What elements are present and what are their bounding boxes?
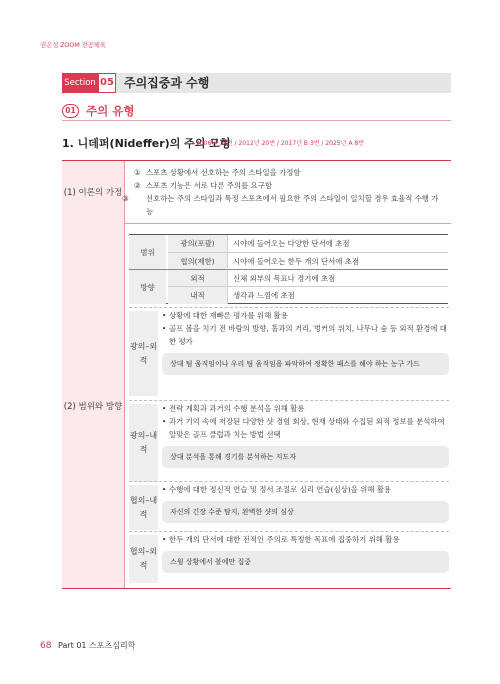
brand-header: 권은성 ZOOM 전공체육 xyxy=(40,41,106,49)
range-direction-label: (2) 범위와 방향 xyxy=(62,224,124,589)
page-number: 68 xyxy=(40,641,52,651)
subsection-header xyxy=(62,103,451,121)
bullet-item: • 전략 계획과 과거의 수행 분석을 위해 활용 xyxy=(162,402,449,415)
group-label: 광의–내적 xyxy=(129,404,158,482)
subsection-number: 01 xyxy=(62,104,79,118)
column-divider xyxy=(124,161,125,589)
group-divider xyxy=(129,307,449,308)
group-body xyxy=(162,483,449,523)
group-body xyxy=(162,309,449,375)
inner-name: 협의(제한) xyxy=(168,253,227,270)
bullet-item: • 한두 개의 단서에 대한 전적인 주의로 특정한 목표에 집중하기 위해 활용 xyxy=(162,533,449,546)
group-divider xyxy=(129,481,449,482)
group-divider xyxy=(129,400,449,401)
inner-desc: 시야에 들어오는 다양한 단서에 초점 xyxy=(233,239,350,248)
group-label: 광의–외적 xyxy=(129,311,158,396)
section-title: 주의집중과 수행 xyxy=(124,76,210,90)
direction-label: 방향 xyxy=(129,270,166,304)
assumption-item: ② 스포츠 기능은 서로 다른 주의를 요구함 xyxy=(134,181,272,190)
subsection-title: 주의 유형 xyxy=(86,104,135,118)
assumption-item: ① 스포츠 상황에서 선호하는 주의 스타일을 가정함 xyxy=(134,168,301,177)
exam-history: 2006년 15번 / 2012년 20번 / 2017년 B 3번 / 2025년 A 8번 xyxy=(196,140,365,147)
inner-desc: 신체 외부의 목표나 경기에 초점 xyxy=(233,274,336,283)
group-body xyxy=(162,533,449,573)
example-box: 상대 팀 움직임이나 우리 팀 움직임을 파악하여 정확한 패스를 해야 하는 농구 가드 xyxy=(162,353,449,375)
assumption-row xyxy=(62,161,451,224)
assumption-label: (1) 이론의 가정 xyxy=(62,161,124,224)
example-box: 자신의 긴장 수준 탐지, 완벽한 샷의 심상 xyxy=(162,501,449,523)
row-divider xyxy=(129,269,448,270)
section-header xyxy=(62,73,451,93)
range-direction-table xyxy=(129,234,448,304)
table-bottom-rule xyxy=(62,588,451,589)
inner-desc: 생각과 느낌에 초점 xyxy=(233,291,295,300)
attention-model-table xyxy=(62,160,451,570)
example-box: 스윙 상황에서 볼에만 집중 xyxy=(162,551,449,573)
model-title: 1. 니데퍼(Nideffer)의 주의 모형 xyxy=(62,137,231,150)
example-box: 상대 분석을 통해 경기를 분석하는 지도자 xyxy=(162,446,449,468)
inner-name: 광의(포괄) xyxy=(168,235,227,252)
inner-name: 내적 xyxy=(168,287,227,304)
group-label: 협의–외적 xyxy=(129,535,158,583)
page-footer xyxy=(40,640,135,651)
inner-desc: 시야에 들어오는 한두 개의 단서에 초점 xyxy=(233,257,359,266)
part-title: Part 01 스포츠심리학 xyxy=(58,641,136,650)
group-label: 협의–내적 xyxy=(129,485,158,530)
col-divider xyxy=(227,235,228,304)
group-divider xyxy=(129,531,449,532)
bullet-item: • 골프 볼을 치기 전 바람의 방향, 홀과의 거리, 벙커의 위치, 나무나 숲 등 외적 환경에 대한 평가 xyxy=(162,322,449,348)
inner-name: 외적 xyxy=(168,270,227,287)
bullet-item: • 과거 기억 속에 저장된 다양한 샷 경험 회상, 현재 상태와 수집된 외적 정보를 분석하여 알맞은 골프 클럽과 치는 방법 선택 xyxy=(162,415,449,441)
section-label: Section xyxy=(62,73,98,93)
group-body xyxy=(162,402,449,468)
row-divider xyxy=(168,286,448,287)
bullet-item: • 상황에 대한 재빠른 평가를 위해 활용 xyxy=(162,309,449,322)
range-label: 범위 xyxy=(129,235,166,270)
row-divider xyxy=(168,252,448,253)
bullet-item: • 수행에 대한 정신적 연습 및 정서 조절로 심리 연습(심상)을 위해 활용 xyxy=(162,483,449,496)
section-number: 05 xyxy=(98,73,116,93)
assumption-item: ③ 선호하는 주의 스타일과 특정 스포츠에서 필요한 주의 스타일이 일치할 경우 효율적 수행 가능 xyxy=(122,194,439,216)
